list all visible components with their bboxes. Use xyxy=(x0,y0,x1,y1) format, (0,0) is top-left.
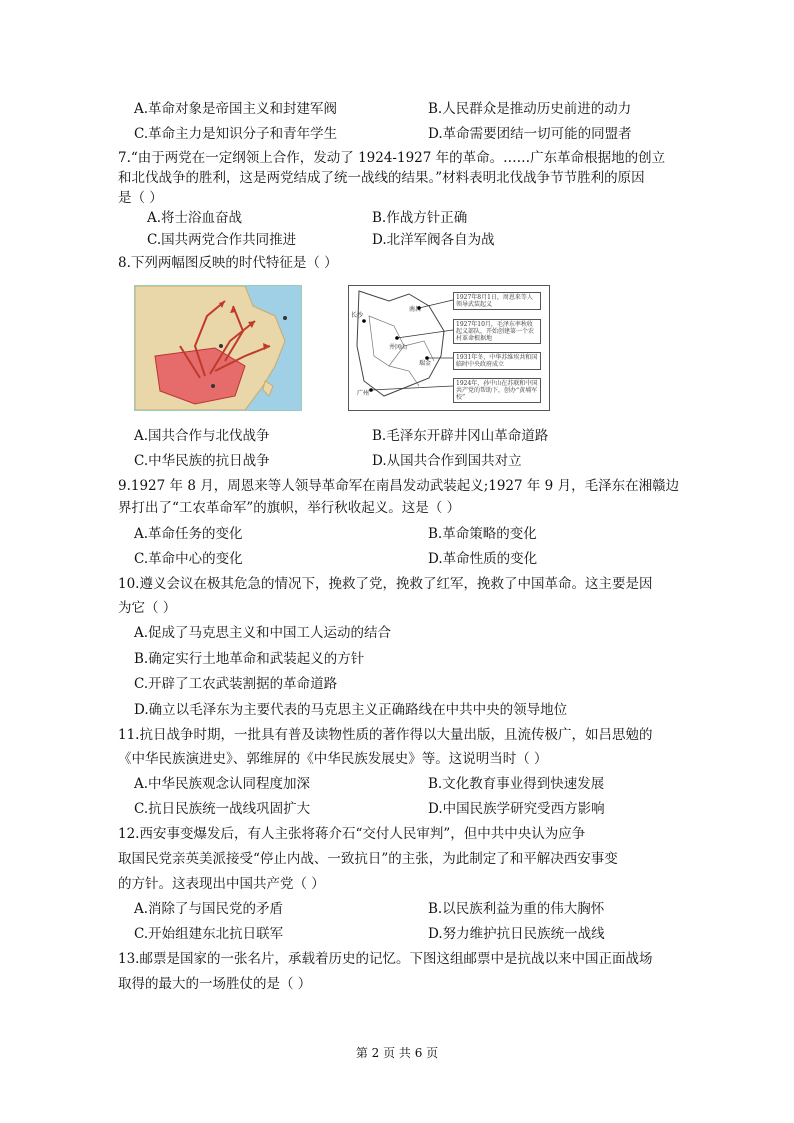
map2-label-nanchang: 南昌 xyxy=(409,306,422,313)
q8-option-b: B.毛泽东开辟井冈山革命道路 xyxy=(372,428,549,444)
q8-option-a: A.国共合作与北伐战争 xyxy=(134,428,270,444)
map2-note-3: 1931年冬，中华苏维埃共和国临时中央政府成立 xyxy=(453,352,541,370)
northern-expedition-map xyxy=(134,285,302,411)
q7-stem-line3: 是（ ） xyxy=(118,190,163,206)
q12-stem-line3: 的方针。这表现出中国共产党（ ） xyxy=(118,876,325,892)
q12-stem-line1: 12.西安事变爆发后，有人主张将蒋介石“交付人民审判”，但中共中央认为应争 xyxy=(118,826,586,842)
q7-stem-line2: 和北伐战争的胜利，这是两党结成了统一战线的结果。”材料表明北伐战争节节胜利的原因 xyxy=(118,170,645,186)
q8-stem: 8.下列两幅图反映的时代特征是（ ） xyxy=(118,255,338,271)
q10-option-d: D.确立以毛泽东为主要代表的马克思主义正确路线在中共中央的领导地位 xyxy=(134,702,568,718)
q10-stem-line2: 为它（ ） xyxy=(118,600,177,616)
q9-option-b: B.革命策略的变化 xyxy=(428,526,537,542)
q13-stem-line2: 取得的最大的一场胜仗的是（ ） xyxy=(118,976,312,992)
map2-note-2: 1927年10月，毛泽东率秋收起义部队，开始创建第一个农村革命根据地 xyxy=(453,319,541,344)
q7-stem-line1: 7.“由于两党在一定纲领上合作，发动了 1924-1927 年的革命。……广东革命根据地的创立 xyxy=(118,150,666,166)
q11-stem-line2: 《中华民族演进史》、郭维屏的《中华民族发展史》等。这说明当时（ ） xyxy=(118,751,548,767)
q12-option-b: B.以民族利益为重的伟大胸怀 xyxy=(428,901,605,917)
q9-stem-line2: 界打出了“工农革命军”的旗帜，举行秋收起义。这是（ ） xyxy=(118,500,461,516)
q7-option-a: A.将士浴血奋战 xyxy=(147,210,243,226)
q8-option-d: D.从国共合作到国共对立 xyxy=(372,453,522,469)
q11-option-b: B.文化教育事业得到快速发展 xyxy=(428,776,605,792)
q8-option-c: C.中华民族的抗日战争 xyxy=(134,453,270,469)
q11-option-c: C.抗日民族统一战线巩固扩大 xyxy=(134,801,311,817)
q6-option-c: C.革命主力是知识分子和青年学生 xyxy=(134,126,338,142)
page-number: 第 2 页 共 6 页 xyxy=(355,1046,439,1060)
q7-option-d: D.北洋军阀各自为战 xyxy=(372,232,495,248)
map2-label-changsha: 长沙 xyxy=(351,312,364,319)
map1-graphic xyxy=(135,286,301,410)
q6-option-d: D.革命需要团结一切可能的同盟者 xyxy=(428,126,632,142)
q11-stem-line1: 11.抗日战争时期，一批具有普及读物性质的著作得以大量出版，且流传极广，如吕思勉的 xyxy=(118,727,653,743)
q6-option-b: B.人民群众是推动历史前进的动力 xyxy=(428,101,632,117)
q11-option-d: D.中国民族学研究受西方影响 xyxy=(428,801,605,817)
q9-option-a: A.革命任务的变化 xyxy=(134,526,243,542)
q10-option-a: A.促成了马克思主义和中国工人运动的结合 xyxy=(134,625,392,641)
q10-option-c: C.开辟了工农武装割据的革命道路 xyxy=(134,676,338,692)
q7-option-b: B.作战方针正确 xyxy=(372,210,468,226)
q13-stem-line1: 13.邮票是国家的一张名片，承载着历史的记忆。下图这组邮票中是抗战以来中国正面战场 xyxy=(118,951,653,967)
q10-stem-line1: 10.遵义会议在极其危急的情况下，挽救了党，挽救了红军，挽救了中国革命。这主要是因 xyxy=(118,576,653,592)
revolution-events-map xyxy=(348,285,550,411)
q9-stem-line1: 9.1927 年 8 月，周恩来等人领导革命军在南昌发动武装起义;1927 年 9 月，毛泽东在湘赣边 xyxy=(118,478,680,494)
q12-option-c: C.开始组建东北抗日联军 xyxy=(134,926,284,942)
q6-option-a: A.革命对象是帝国主义和封建军阀 xyxy=(134,101,338,117)
map2-note-4: 1924年，孙中山在苏联和中国共产党的帮助下，创办“黄埔军校” xyxy=(453,378,541,403)
q10-option-b: B.确定实行土地革命和武装起义的方针 xyxy=(134,651,365,667)
map2-label-guangzhou: 广州 xyxy=(357,390,370,397)
q12-stem-line2: 取国民党亲英美派接受“停止内战、一致抗日”的主张，为此制定了和平解决西安事变 xyxy=(118,851,618,867)
map2-label-ruijin: 瑞金 xyxy=(419,360,432,367)
q7-option-c: C.国共两党合作共同推进 xyxy=(147,232,297,248)
map2-note-1: 1927年8月1日，周恩来等人领导武装起义 xyxy=(453,292,541,310)
map2-label-jinggangshan: 井冈山 xyxy=(389,344,408,351)
q9-option-c: C.革命中心的变化 xyxy=(134,551,243,567)
q12-option-d: D.努力维护抗日民族统一战线 xyxy=(428,926,605,942)
q11-option-a: A.中华民族观念认同程度加深 xyxy=(134,776,311,792)
q12-option-a: A.消除了与国民党的矛盾 xyxy=(134,901,284,917)
q9-option-d: D.革命性质的变化 xyxy=(428,551,538,567)
